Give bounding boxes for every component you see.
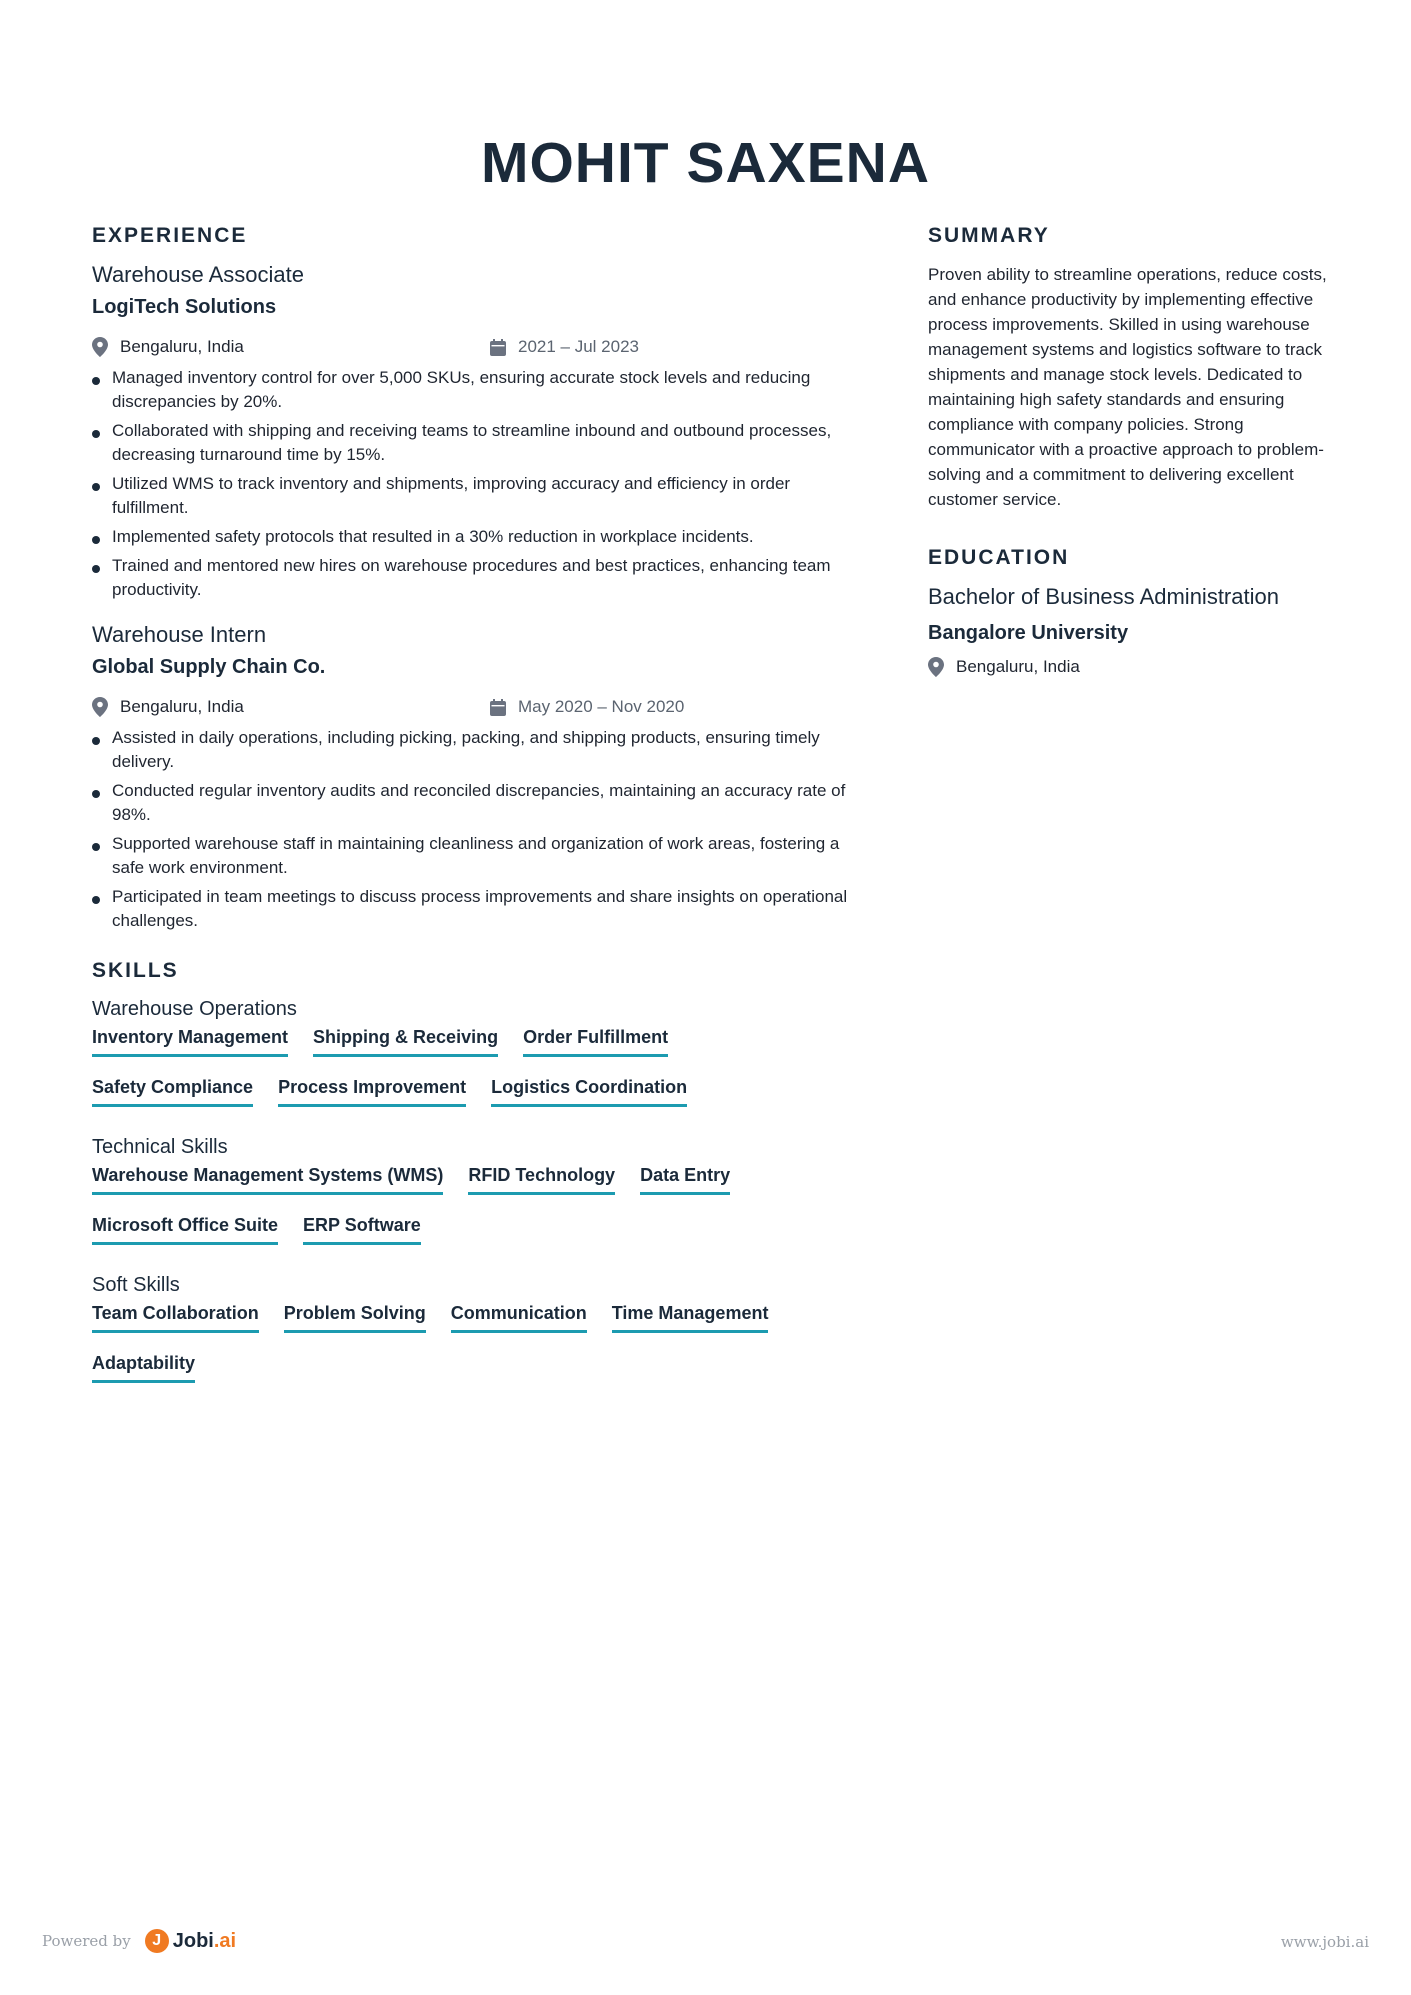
job-meta bbox=[92, 332, 867, 362]
skill-tag: Adaptability bbox=[92, 1349, 195, 1383]
job-meta bbox=[92, 692, 867, 722]
skill-tags bbox=[92, 1299, 867, 1399]
calendar-icon bbox=[490, 699, 506, 716]
summary-heading: SUMMARY bbox=[928, 224, 1050, 247]
skill-tag: Communication bbox=[451, 1299, 587, 1333]
job-entry bbox=[92, 620, 867, 933]
skills-heading: SKILLS bbox=[92, 959, 179, 982]
skill-group-title: Soft Skills bbox=[92, 1274, 180, 1296]
jobi-logo-text: Jobi.ai bbox=[172, 1929, 237, 1952]
bullet-dot-icon bbox=[92, 377, 100, 385]
left-column bbox=[92, 222, 867, 1399]
skill-tag: ERP Software bbox=[303, 1211, 421, 1245]
jobi-logo[interactable] bbox=[145, 1929, 236, 1953]
education-section bbox=[928, 544, 1328, 680]
degree: Bachelor of Business Administration bbox=[928, 584, 1279, 609]
bullet-dot-icon bbox=[92, 737, 100, 745]
job-bullet: Participated in team meetings to discuss process improvements and share insights on operational challenges. bbox=[92, 885, 867, 933]
right-column bbox=[928, 222, 1328, 680]
job-company: LogiTech Solutions bbox=[92, 296, 277, 318]
job-bullet: Implemented safety protocols that resulted in a 30% reduction in workplace incidents. bbox=[92, 525, 867, 549]
map-pin-icon bbox=[92, 697, 108, 717]
job-location bbox=[92, 692, 244, 722]
skill-tag: Problem Solving bbox=[284, 1299, 426, 1333]
job-bullet: Assisted in daily operations, including picking, packing, and shipping products, ensuring timely delivery. bbox=[92, 726, 867, 774]
skill-tags bbox=[92, 1023, 867, 1123]
skill-tag: Team Collaboration bbox=[92, 1299, 259, 1333]
skill-tag: Warehouse Management Systems (WMS) bbox=[92, 1161, 443, 1195]
skill-group bbox=[92, 995, 867, 1123]
job-date bbox=[490, 332, 639, 362]
bullet-dot-icon bbox=[92, 430, 100, 438]
education-heading: EDUCATION bbox=[928, 546, 1070, 569]
map-pin-icon bbox=[928, 657, 944, 677]
job-location-text: Bengaluru, India bbox=[120, 697, 244, 716]
bullet-dot-icon bbox=[92, 483, 100, 491]
job-title: Warehouse Associate bbox=[92, 262, 304, 287]
skill-group bbox=[92, 1271, 867, 1399]
education-location-text: Bengaluru, India bbox=[956, 657, 1080, 676]
job-location-text: Bengaluru, India bbox=[120, 337, 244, 356]
bullet-dot-icon bbox=[92, 536, 100, 544]
bullet-dot-icon bbox=[92, 843, 100, 851]
skill-tag: Inventory Management bbox=[92, 1023, 288, 1057]
skill-group-title: Technical Skills bbox=[92, 1136, 228, 1158]
skill-tag: Shipping & Receiving bbox=[313, 1023, 498, 1057]
powered-by bbox=[42, 1929, 236, 1953]
summary-text: Proven ability to streamline operations, reduce costs, and enhance productivity by implementing effective process improvements. Skilled in using warehouse management systems and logistics software to track shipments and manage stock levels. Dedicated to maintaining high safety standards and ensuring compliance with company policies. Strong communicator with a proactive approach to problem-solving and a commitment to delivering excellent customer service. bbox=[928, 265, 1327, 509]
map-pin-icon bbox=[92, 337, 108, 357]
skill-tag: Safety Compliance bbox=[92, 1073, 253, 1107]
job-bullet: Conducted regular inventory audits and reconciled discrepancies, maintaining an accuracy rate of 98%. bbox=[92, 779, 867, 827]
job-date-text: May 2020 – Nov 2020 bbox=[518, 697, 685, 716]
bullet-dot-icon bbox=[92, 565, 100, 573]
skill-tag: Microsoft Office Suite bbox=[92, 1211, 278, 1245]
skill-tag: Time Management bbox=[612, 1299, 769, 1333]
skills-section bbox=[92, 957, 867, 1399]
job-bullet: Supported warehouse staff in maintaining cleanliness and organization of work areas, fostering a safe work environment. bbox=[92, 832, 867, 880]
skill-tag: Data Entry bbox=[640, 1161, 730, 1195]
skill-tag: Order Fulfillment bbox=[523, 1023, 668, 1057]
education-location bbox=[928, 654, 1328, 680]
jobi-logo-icon: J bbox=[145, 1929, 169, 1953]
calendar-icon bbox=[490, 339, 506, 356]
website-link[interactable]: www.jobi.ai bbox=[1280, 1933, 1369, 1951]
skill-group-title: Warehouse Operations bbox=[92, 998, 297, 1020]
bullet-dot-icon bbox=[92, 896, 100, 904]
job-location bbox=[92, 332, 244, 362]
job-bullets bbox=[92, 726, 867, 933]
candidate-name: MOHIT SAXENA bbox=[480, 131, 931, 195]
powered-by-label: Powered by bbox=[42, 1932, 131, 1950]
job-bullet: Managed inventory control for over 5,000 SKUs, ensuring accurate stock levels and reducing discrepancies by 20%. bbox=[92, 366, 867, 414]
skill-tags bbox=[92, 1161, 867, 1261]
bullet-dot-icon bbox=[92, 790, 100, 798]
job-bullet: Collaborated with shipping and receiving teams to streamline inbound and outbound processes, decreasing turnaround time by 15%. bbox=[92, 419, 867, 467]
school: Bangalore University bbox=[928, 622, 1129, 644]
job-bullet: Trained and mentored new hires on warehouse procedures and best practices, enhancing team productivity. bbox=[92, 554, 867, 602]
job-date-text: 2021 – Jul 2023 bbox=[518, 337, 639, 356]
job-bullet: Utilized WMS to track inventory and shipments, improving accuracy and efficiency in order fulfillment. bbox=[92, 472, 867, 520]
skill-group bbox=[92, 1133, 867, 1261]
skill-tag: RFID Technology bbox=[468, 1161, 615, 1195]
job-bullets bbox=[92, 366, 867, 602]
job-entry bbox=[92, 260, 867, 602]
job-title: Warehouse Intern bbox=[92, 622, 267, 647]
job-date bbox=[490, 692, 684, 722]
experience-heading: EXPERIENCE bbox=[92, 224, 248, 247]
job-company: Global Supply Chain Co. bbox=[92, 656, 326, 678]
skill-tag: Process Improvement bbox=[278, 1073, 466, 1107]
skill-tag: Logistics Coordination bbox=[491, 1073, 687, 1107]
